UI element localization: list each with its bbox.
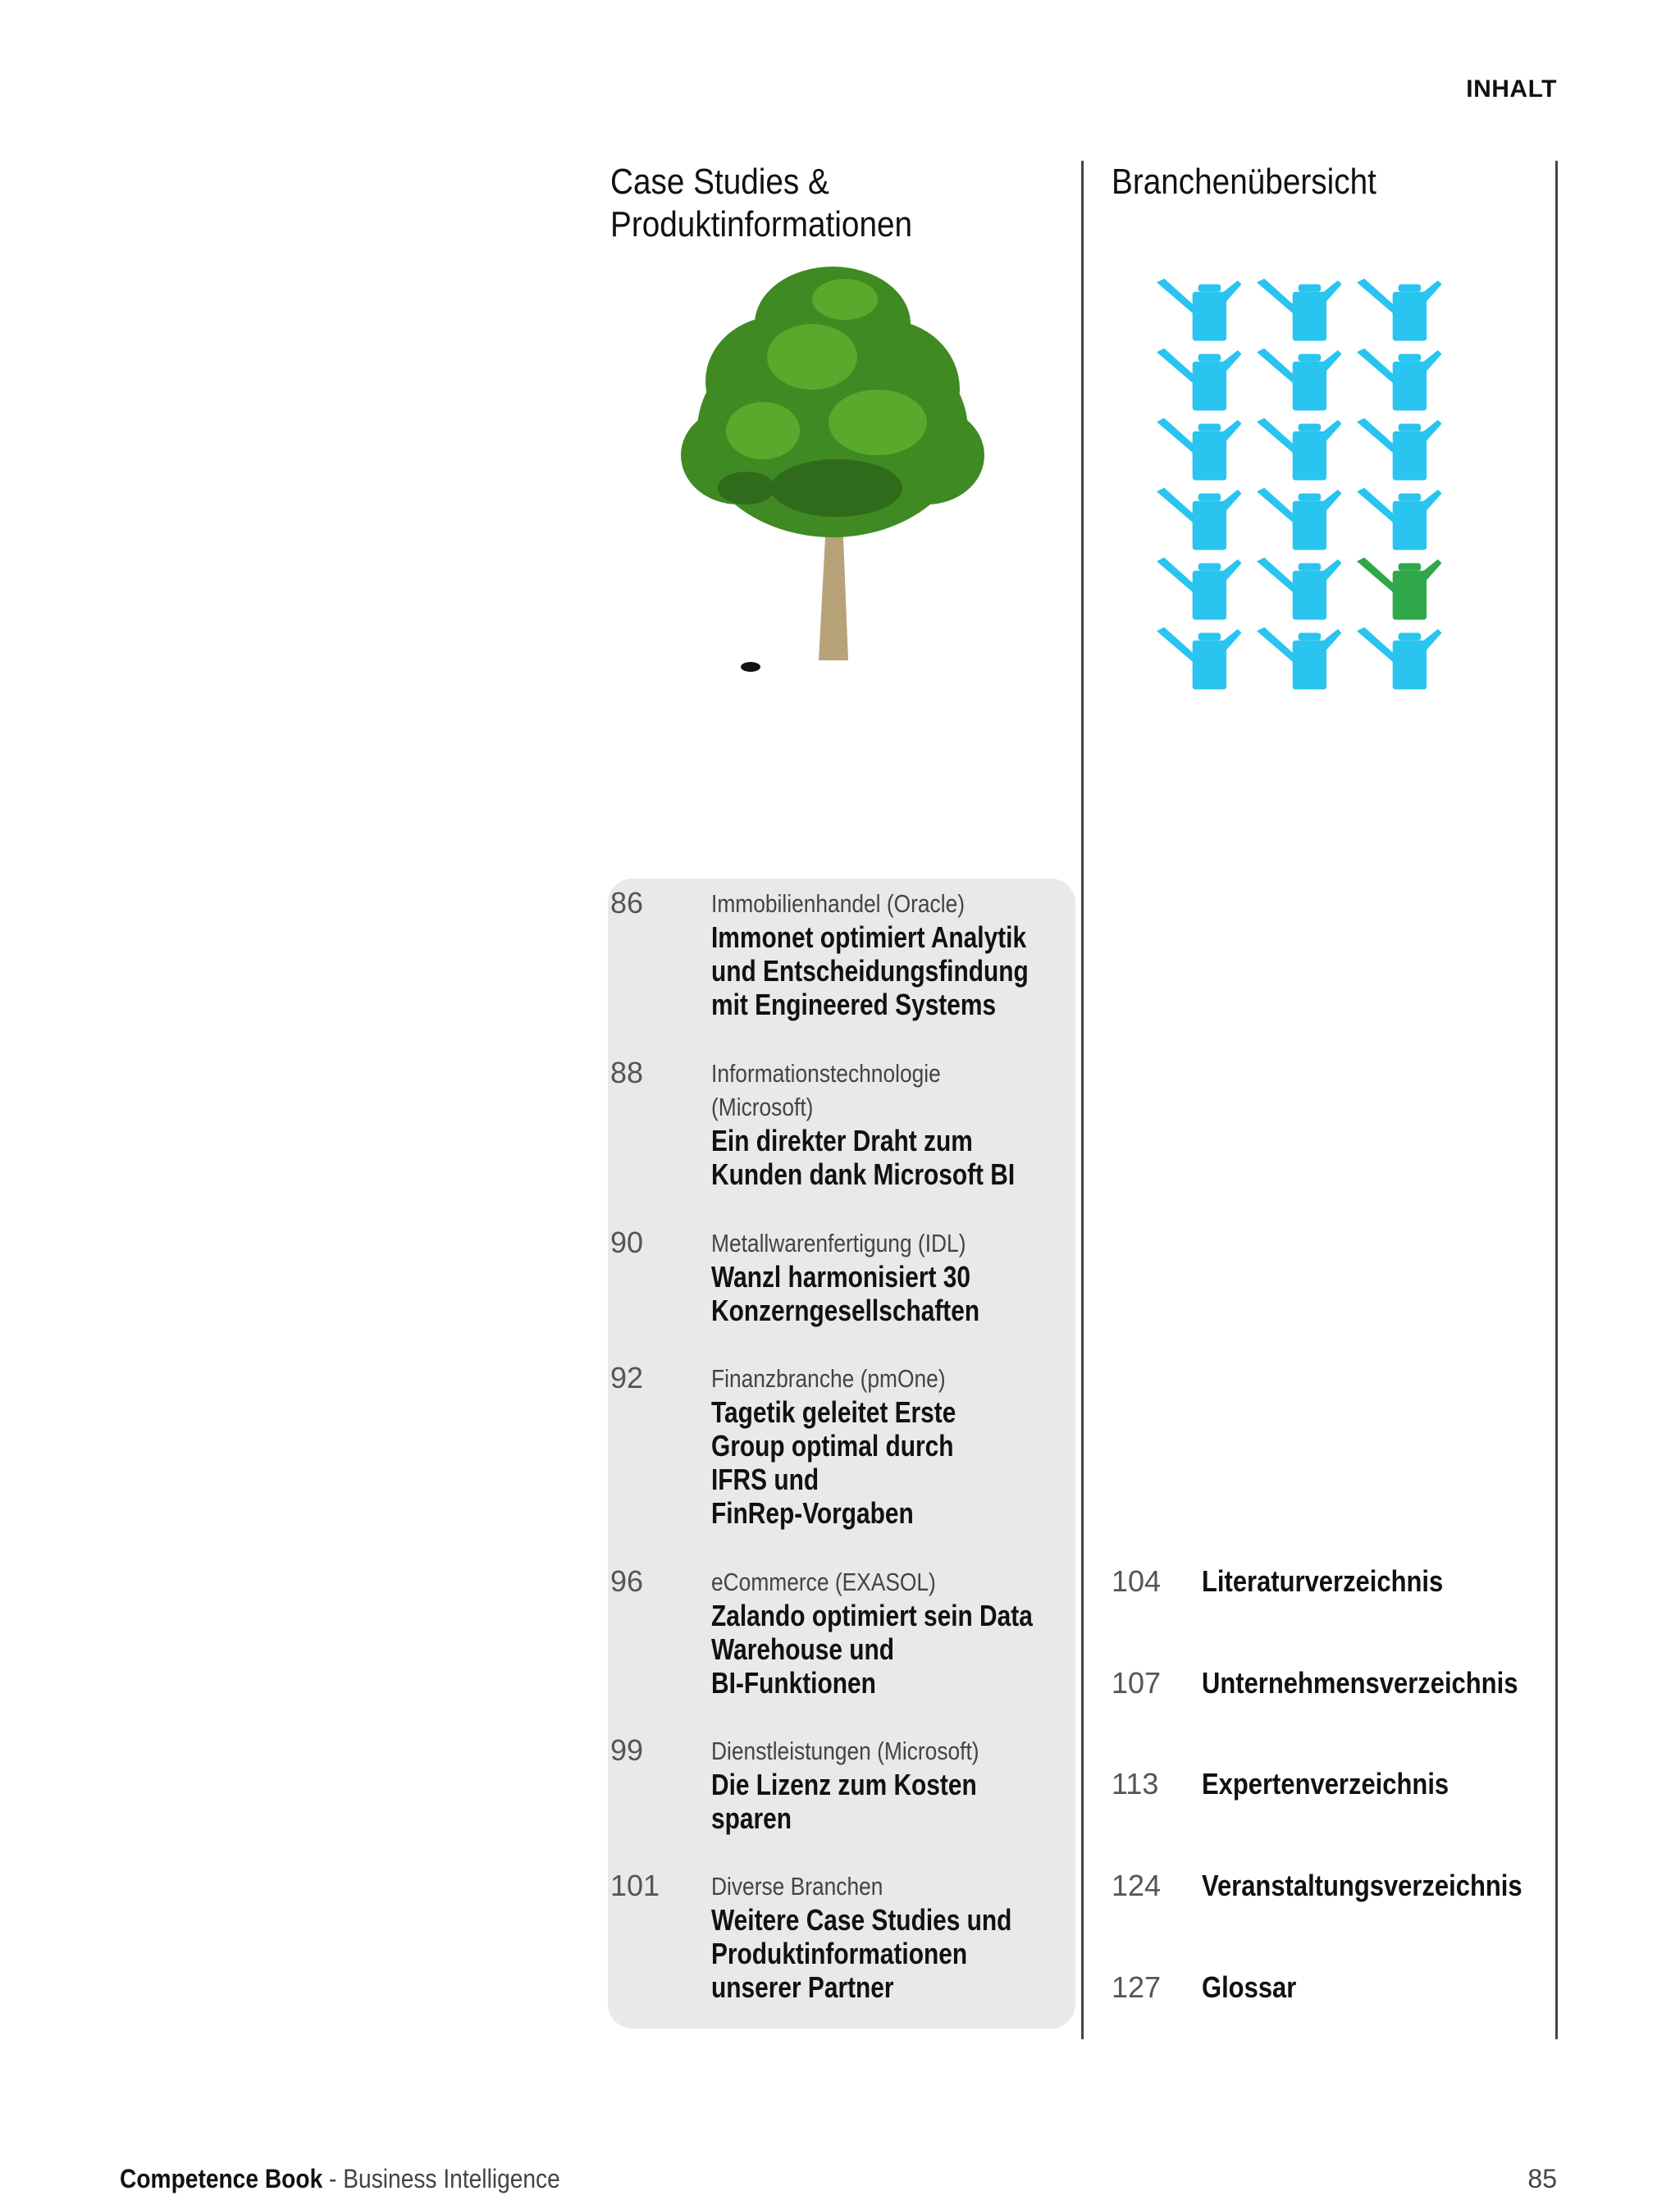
toc-category: Immobilienhandel (Oracle) (711, 889, 966, 918)
watering-can-icon (1357, 628, 1442, 690)
column-divider (1081, 161, 1084, 2039)
toc-title-line: Zalando optimiert sein Data (711, 1599, 1033, 1632)
watering-can-icon (1257, 558, 1342, 620)
toc-category: Dienstleistungen (Microsoft) (711, 1737, 979, 1765)
section-label: INHALT (1466, 75, 1557, 103)
toc-page-number: 88 (610, 1056, 644, 1089)
toc-page-number: 86 (610, 886, 644, 920)
directory-page-number: 113 (1112, 1767, 1159, 1801)
toc-title-line: sparen (711, 1801, 792, 1835)
toc-title-line: Ein direkter Draht zum (711, 1124, 973, 1157)
toc-category: Finanzbranche (pmOne) (711, 1364, 946, 1393)
case-studies-title (610, 161, 1015, 246)
directory-label: Expertenverzeichnis (1202, 1767, 1449, 1801)
toc-title-line: FinRep-Vorgaben (711, 1496, 914, 1530)
toc-title-line: Produktinformationen (711, 1937, 968, 1970)
toc-title-line: und Entscheidungsfindung (711, 954, 1029, 988)
toc-category: eCommerce (EXASOL) (711, 1568, 936, 1596)
toc-title-line: unserer Partner (711, 1970, 894, 2004)
watering-can-icon (1257, 488, 1342, 550)
watering-can-highlight-icon (1357, 558, 1442, 620)
tree-icon (673, 267, 993, 677)
watering-can-icon (1257, 628, 1342, 690)
watering-can-icon (1157, 418, 1242, 481)
directory-label: Glossar (1202, 1970, 1297, 2004)
toc-category: Diverse Branchen (711, 1872, 883, 1901)
toc-page-number: 96 (610, 1564, 644, 1598)
watering-can-icon (1157, 558, 1242, 620)
case-studies-title-line1: Case Studies & (610, 162, 829, 202)
toc-category: (Microsoft) (711, 1093, 814, 1121)
toc-category: Informationstechnologie (711, 1059, 941, 1088)
footer-subject: Business Intelligence (343, 2164, 560, 2193)
watering-can-icon (1157, 279, 1242, 341)
toc-title-line: Group optimal durch (711, 1429, 954, 1463)
directory-page-number: 107 (1112, 1666, 1162, 1700)
footer-book-title: Competence Book (120, 2164, 323, 2193)
case-studies-title-line2: Produktinformationen (610, 204, 913, 244)
watering-can-icon (1157, 349, 1242, 411)
toc-page-number: 90 (610, 1226, 644, 1259)
watering-can-icon (1357, 349, 1442, 411)
directory-page-number: 124 (1112, 1869, 1162, 1902)
watering-can-icon (1357, 279, 1442, 341)
directory-label: Veranstaltungsverzeichnis (1202, 1869, 1522, 1902)
toc-category: Metallwarenfertigung (IDL) (711, 1229, 966, 1257)
watering-can-icon (1357, 488, 1442, 550)
directory-page-number: 127 (1112, 1970, 1162, 2004)
page-number: 85 (1527, 2164, 1557, 2193)
toc-page-number: 99 (610, 1733, 644, 1767)
footer-separator: - (322, 2164, 344, 2193)
directory-label: Literaturverzeichnis (1202, 1564, 1444, 1598)
toc-page-number: 101 (610, 1869, 660, 1902)
watering-can-icon (1357, 418, 1442, 481)
watering-can-icon (1157, 488, 1242, 550)
toc-title-line: Immonet optimiert Analytik (711, 920, 1027, 954)
watering-can-icon (1257, 418, 1342, 481)
directory-page-number: 104 (1112, 1564, 1162, 1598)
toc-page-number: 92 (610, 1361, 644, 1394)
toc-title-line: Konzerngesellschaften (711, 1294, 980, 1327)
toc-title-line: IFRS und (711, 1463, 819, 1496)
watering-can-icon (1257, 279, 1342, 341)
directory-entry-glossar[interactable] (1112, 1971, 1554, 2012)
directory-entry-veranstaltungen[interactable] (1112, 1869, 1554, 1910)
branchen-title: Branchenübersicht (1112, 162, 1376, 202)
toc-title-line: BI-Funktionen (711, 1666, 876, 1700)
directory-label: Unternehmensverzeichnis (1202, 1666, 1518, 1700)
directory-entry-unternehmen[interactable] (1112, 1667, 1554, 1708)
directory-entry-literatur[interactable] (1112, 1565, 1554, 1606)
toc-title-line: mit Engineered Systems (711, 988, 997, 1021)
footer (120, 2164, 620, 2194)
watering-can-icon (1257, 349, 1342, 411)
toc-title-line: Die Lizenz zum Kosten (711, 1768, 977, 1801)
toc-title-line: Wanzl harmonisiert 30 (711, 1260, 971, 1294)
toc-title-line: Kunden dank Microsoft BI (711, 1157, 1016, 1191)
toc-title-line: Warehouse und (711, 1632, 895, 1666)
watering-cans-icon (1157, 275, 1468, 701)
watering-can-icon (1157, 628, 1242, 690)
toc-title-line: Weitere Case Studies und (711, 1903, 1012, 1937)
directory-entry-experten[interactable] (1112, 1768, 1554, 1809)
toc-title-line: Tagetik geleitet Erste (711, 1395, 956, 1429)
right-edge-divider (1555, 161, 1558, 2039)
